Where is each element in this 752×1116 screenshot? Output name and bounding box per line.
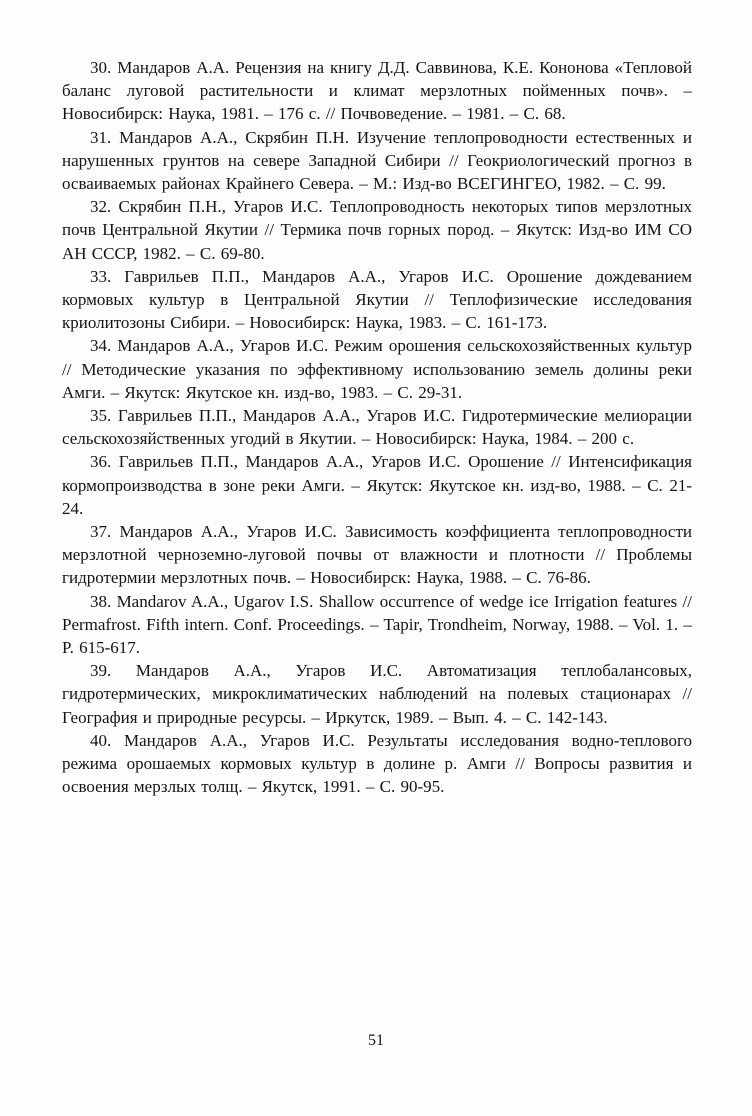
reference-item: 36. Гаврильев П.П., Мандаров А.А., Угаров И.С. Орошение // Интенсификация кормопроизводства в зоне реки Амги. – Якутск: Якутское кн. изд-во, 1988. – С. 21-24.: [62, 452, 692, 518]
reference-item: 31. Мандаров А.А., Скрябин П.Н. Изучение теплопроводности естественных и нарушенных грунтов на севере Западной Сибири // Геокриологический прогноз в осваиваемых районах Крайнего Севера. – М.: Изд-во ВСЕГИНГЕО, 1982. – С. 99.: [62, 127, 692, 194]
reference-item: 39. Мандаров А.А., Угаров И.С. Автоматизация теплобалансовых, гидротермических, микроклиматических наблюдений на полевых стационарах // География и природные ресурсы. – Иркутск, 1989. – Вып. 4. – С. 142-143.: [62, 661, 692, 727]
reference-item: 35. Гаврильев П.П., Мандаров А.А., Угаров И.С. Гидротермические мелиорации сельскохозяйственных угодий в Якутии. – Новосибирск: Наука, 1984. – 200 с.: [62, 406, 692, 449]
reference-item: 38. Mandarov A.A., Ugarov I.S. Shallow occurrence of wedge ice Irrigation features // Permafrost. Fifth intern. Conf. Proceedings. – Tapir, Trondheim, Norway, 1988. – Vol. 1. – P. 615-617.: [62, 591, 692, 658]
reference-item: 40. Мандаров А.А., Угаров И.С. Результаты исследования водно-теплового режима орошаемых кормовых культур в долине р. Амги // Вопросы развития и освоения мерзлых толщ. – Якутск, 1991. – С. 90-95.: [62, 730, 692, 797]
page-number: 51: [368, 1032, 384, 1049]
bibliography-list: [62, 56, 692, 799]
reference-item: 37. Мандаров А.А., Угаров И.С. Зависимость коэффициента теплопроводности мерзлотной черноземно-луговой почвы от влажности и плотности // Проблемы гидротермии мерзлотных почв. – Новосибирск: Наука, 1988. – С. 76-86.: [62, 522, 692, 588]
reference-item: 34. Мандаров А.А., Угаров И.С. Режим орошения сельскохозяйственных культур // Методические указания по эффективному использованию земель долины реки Амги. – Якутск: Якутское кн. изд-во, 1983. – С. 29-31.: [62, 336, 692, 402]
reference-item: 30. Мандаров А.А. Рецензия на книгу Д.Д. Саввинова, К.Е. Кононова «Тепловой баланс луговой растительности и климат мерзлотных пойменных почв». – Новосибирск: Наука, 1981. – 176 с. // Почвоведение. – 1981. – С. 68.: [62, 58, 692, 124]
reference-item: 32. Скрябин П.Н., Угаров И.С. Теплопроводность некоторых типов мерзлотных почв Центральной Якутии // Термика почв горных пород. – Якутск: Изд-во ИМ СО АН СССР, 1982. – С. 69-80.: [62, 197, 692, 263]
reference-item: 33. Гаврильев П.П., Мандаров А.А., Угаров И.С. Орошение дождеванием кормовых культур в Центральной Якутии // Теплофизические исследования криолитозоны Сибири. – Новосибирск: Наука, 1983. – С. 161-173.: [62, 266, 692, 333]
